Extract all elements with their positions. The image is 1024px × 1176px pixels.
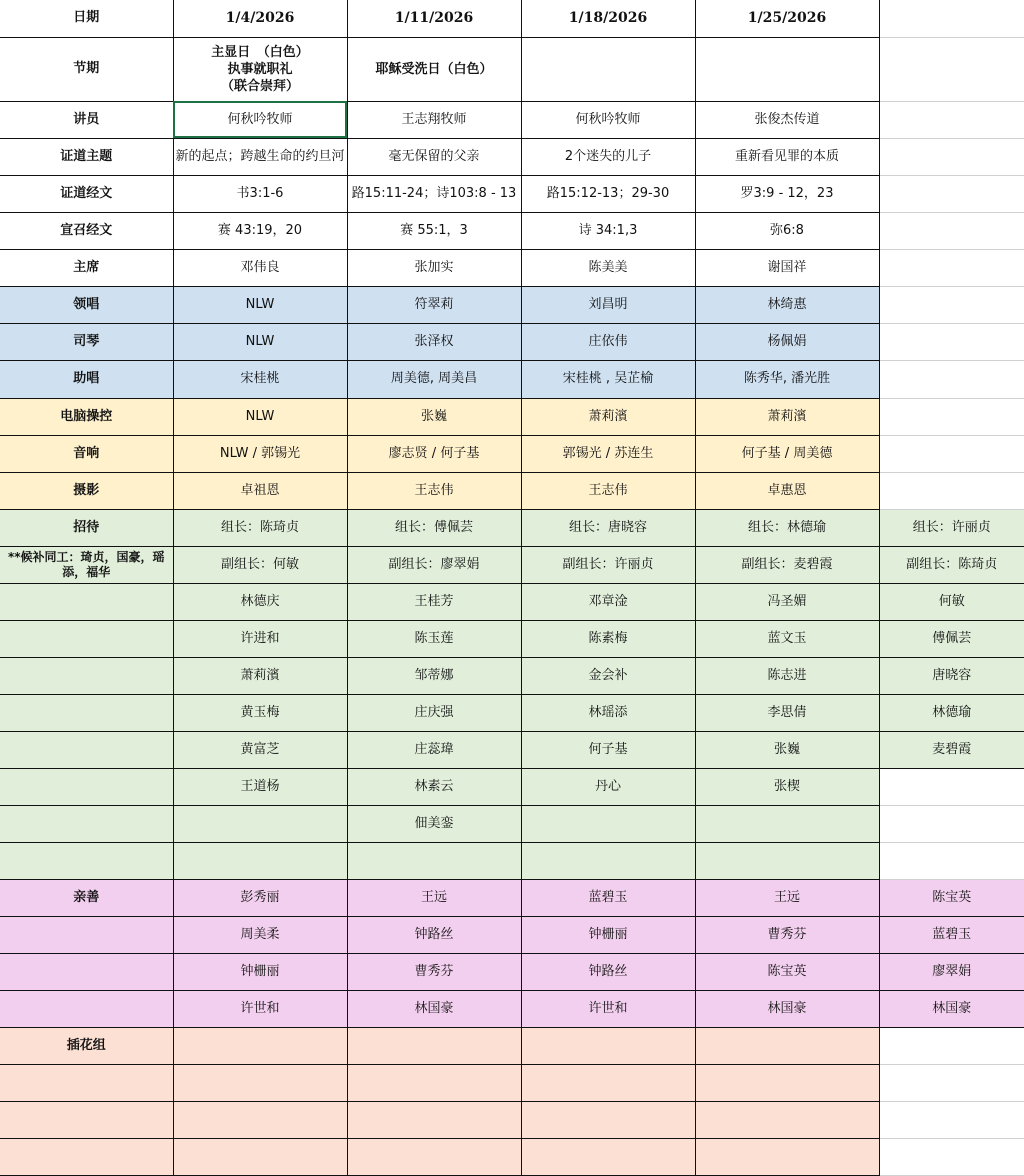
cell-tech[interactable]: NLW: [173, 398, 347, 435]
row-worship: [0, 323, 1024, 360]
cell-flowers[interactable]: [521, 1101, 695, 1138]
cell-empty[interactable]: [0, 916, 173, 953]
cell-empty[interactable]: [879, 212, 1024, 249]
cell-fellowship[interactable]: 曹秀芬: [695, 916, 879, 953]
cell-speaker[interactable]: 何秋吟牧师: [521, 101, 695, 138]
cell-tech[interactable]: NLW / 郭锡光: [173, 435, 347, 472]
cell-hospitality[interactable]: 萧莉濱: [173, 657, 347, 694]
cell-fellowship[interactable]: 许世和: [521, 990, 695, 1027]
cell-hospitality[interactable]: [879, 805, 1024, 842]
row-hospitality: [0, 509, 1024, 546]
cell-hospitality[interactable]: 丹心: [521, 768, 695, 805]
cell-fellowship[interactable]: 王远: [347, 879, 521, 916]
cell-worship[interactable]: 周美德, 周美昌: [347, 360, 521, 398]
cell-worship[interactable]: 刘昌明: [521, 286, 695, 323]
cell-hospitality[interactable]: [695, 842, 879, 879]
cell-tech[interactable]: 何子基 / 周美德: [695, 435, 879, 472]
cell-hospitality[interactable]: 组长：唐晓容: [521, 509, 695, 546]
cell-hospitality[interactable]: [521, 805, 695, 842]
cell-hospitality[interactable]: 王道杨: [173, 768, 347, 805]
cell-fellowship[interactable]: 陈宝英: [695, 953, 879, 990]
cell-label-scripture[interactable]: 证道经文: [0, 175, 173, 212]
row-hospitality: [0, 657, 1024, 694]
cell-hospitality[interactable]: [879, 768, 1024, 805]
cell-empty[interactable]: [879, 435, 1024, 472]
cell-flowers[interactable]: [695, 1064, 879, 1101]
row-fellowship: [0, 953, 1024, 990]
cell-fellowship[interactable]: 林国豪: [695, 990, 879, 1027]
cell-empty[interactable]: [0, 1101, 173, 1138]
cell-fellowship[interactable]: 王远: [695, 879, 879, 916]
cell-tech[interactable]: 卓祖恩: [173, 472, 347, 509]
cell-speaker[interactable]: 何秋吟牧师: [173, 101, 347, 138]
cell-speaker[interactable]: 王志翔牧师: [347, 101, 521, 138]
cell-date[interactable]: 1/4/2026: [173, 0, 347, 37]
cell-label-worship[interactable]: 司琴: [0, 323, 173, 360]
row-speaker: [0, 101, 1024, 138]
festival-line: （联合崇拜）: [220, 78, 299, 94]
cell-empty[interactable]: [879, 1138, 1024, 1175]
cell-hospitality[interactable]: 麦碧霞: [879, 731, 1024, 768]
cell-hospitality[interactable]: [347, 842, 521, 879]
cell-empty[interactable]: [879, 175, 1024, 212]
cell-empty[interactable]: [879, 0, 1024, 37]
cell-flowers[interactable]: [695, 1138, 879, 1175]
cell-empty[interactable]: [0, 731, 173, 768]
cell-empty[interactable]: [879, 249, 1024, 286]
cell-flowers[interactable]: [695, 1027, 879, 1064]
row-tech: [0, 398, 1024, 435]
cell-hospitality[interactable]: 副组长：许丽贞: [521, 546, 695, 583]
row-worship: [0, 286, 1024, 323]
festival-line: 执事就职礼: [227, 61, 293, 77]
cell-chair[interactable]: 邓伟良: [173, 249, 347, 286]
cell-empty[interactable]: [879, 101, 1024, 138]
cell-hospitality[interactable]: 蓝文玉: [695, 620, 879, 657]
cell-label-flowers[interactable]: 插花组: [0, 1027, 173, 1064]
cell-scripture[interactable]: 路15:11-24；诗103:8 - 13: [347, 175, 521, 212]
row-flowers: [0, 1138, 1024, 1175]
cell-hospitality[interactable]: [173, 805, 347, 842]
cell-empty[interactable]: [0, 768, 173, 805]
cell-flowers[interactable]: [521, 1064, 695, 1101]
cell-worship[interactable]: 宋桂桃: [173, 360, 347, 398]
cell-hospitality[interactable]: 副组长：陈琦贞: [879, 546, 1024, 583]
cell-flowers[interactable]: [347, 1138, 521, 1175]
cell-empty[interactable]: [0, 694, 173, 731]
cell-hospitality[interactable]: 黄富芝: [173, 731, 347, 768]
cell-empty[interactable]: [879, 37, 1024, 101]
cell-fellowship[interactable]: 许世和: [173, 990, 347, 1027]
row-fellowship: [0, 879, 1024, 916]
cell-fellowship[interactable]: 林国豪: [879, 990, 1024, 1027]
cell-label-theme[interactable]: 证道主题: [0, 138, 173, 175]
row-hospitality: [0, 805, 1024, 842]
row-scripture: [0, 175, 1024, 212]
cell-tech[interactable]: 卓惠恩: [695, 472, 879, 509]
festival-line: 主显日 （白色）: [211, 44, 309, 60]
cell-flowers[interactable]: [347, 1027, 521, 1064]
row-theme: [0, 138, 1024, 175]
cell-hospitality[interactable]: [173, 842, 347, 879]
cell-date[interactable]: 1/11/2026: [347, 0, 521, 37]
cell-flowers[interactable]: [347, 1101, 521, 1138]
cell-label-tech[interactable]: 音响: [0, 435, 173, 472]
cell-hospitality[interactable]: 金会补: [521, 657, 695, 694]
row-hospitality: [0, 842, 1024, 879]
cell-fellowship[interactable]: 蓝碧玉: [879, 916, 1024, 953]
cell-label-hospitality[interactable]: 招待: [0, 509, 173, 546]
cell-theme[interactable]: 2个迷失的儿子: [521, 138, 695, 175]
cell-hospitality[interactable]: 邹蒂娜: [347, 657, 521, 694]
cell-fellowship[interactable]: 钟路丝: [521, 953, 695, 990]
cell-flowers[interactable]: [695, 1101, 879, 1138]
cell-tech[interactable]: 张巍: [347, 398, 521, 435]
cell-hospitality[interactable]: 何敏: [879, 583, 1024, 620]
cell-hospitality[interactable]: 组长：林德瑜: [695, 509, 879, 546]
cell-fellowship[interactable]: 廖翠娟: [879, 953, 1024, 990]
row-tech: [0, 435, 1024, 472]
festival-line: 耶稣受洗日（白色）: [375, 61, 493, 77]
cell-label-speaker[interactable]: 讲员: [0, 101, 173, 138]
cell-empty[interactable]: [0, 620, 173, 657]
cell-hospitality[interactable]: 副组长：何敏: [173, 546, 347, 583]
cell-festival[interactable]: [521, 37, 695, 101]
row-flowers: [0, 1027, 1024, 1064]
cell-tech[interactable]: 郭锡光 / 苏连生: [521, 435, 695, 472]
cell-empty[interactable]: [0, 1138, 173, 1175]
cell-hospitality[interactable]: 林德瑜: [879, 694, 1024, 731]
cell-hospitality[interactable]: 组长：陈琦贞: [173, 509, 347, 546]
cell-fellowship[interactable]: 钟路丝: [347, 916, 521, 953]
cell-empty[interactable]: [0, 990, 173, 1027]
cell-hospitality[interactable]: 副组长：麦碧霞: [695, 546, 879, 583]
cell-label-chair[interactable]: 主席: [0, 249, 173, 286]
cell-flowers[interactable]: [347, 1064, 521, 1101]
cell-flowers[interactable]: [173, 1138, 347, 1175]
cell-hospitality[interactable]: [879, 842, 1024, 879]
cell-empty[interactable]: [879, 286, 1024, 323]
cell-hospitality[interactable]: [521, 842, 695, 879]
cell-empty[interactable]: [0, 1064, 173, 1101]
cell-speaker[interactable]: 张俊杰传道: [695, 101, 879, 138]
cell-empty[interactable]: [879, 360, 1024, 398]
cell-hospitality[interactable]: 何子基: [521, 731, 695, 768]
cell-empty[interactable]: [879, 398, 1024, 435]
cell-hospitality[interactable]: 庄庆强: [347, 694, 521, 731]
cell-tech[interactable]: 萧莉濱: [521, 398, 695, 435]
cell-hospitality[interactable]: 张楔: [695, 768, 879, 805]
cell-label-call[interactable]: 宣召经文: [0, 212, 173, 249]
cell-hospitality[interactable]: 傅佩芸: [879, 620, 1024, 657]
cell-label-festival[interactable]: 节期: [0, 37, 173, 101]
cell-empty[interactable]: [879, 1027, 1024, 1064]
cell-call[interactable]: 赛 55:1，3: [347, 212, 521, 249]
cell-hospitality[interactable]: 邓章淦: [521, 583, 695, 620]
cell-theme[interactable]: 毫无保留的父亲: [347, 138, 521, 175]
cell-worship[interactable]: NLW: [173, 323, 347, 360]
cell-theme[interactable]: 新的起点；跨越生命的约旦河: [173, 138, 347, 175]
cell-worship[interactable]: 宋桂桃 , 吴芷榆: [521, 360, 695, 398]
cell-festival[interactable]: [173, 37, 347, 101]
cell-flowers[interactable]: [173, 1101, 347, 1138]
cell-festival[interactable]: [695, 37, 879, 101]
cell-call[interactable]: 诗 34:1,3: [521, 212, 695, 249]
cell-label-tech[interactable]: 电脑操控: [0, 398, 173, 435]
cell-hospitality[interactable]: 陈志进: [695, 657, 879, 694]
cell-hospitality[interactable]: 组长：傅佩芸: [347, 509, 521, 546]
cell-hospitality[interactable]: 林瑶添: [521, 694, 695, 731]
row-hospitality: [0, 620, 1024, 657]
cell-empty[interactable]: [0, 805, 173, 842]
cell-flowers[interactable]: [521, 1138, 695, 1175]
cell-empty[interactable]: [879, 323, 1024, 360]
cell-label-fellowship[interactable]: 亲善: [0, 879, 173, 916]
cell-label-worship[interactable]: 领唱: [0, 286, 173, 323]
cell-date[interactable]: 1/18/2026: [521, 0, 695, 37]
cell-empty[interactable]: [0, 842, 173, 879]
cell-flowers[interactable]: [173, 1027, 347, 1064]
cell-hospitality[interactable]: 李思倩: [695, 694, 879, 731]
cell-empty[interactable]: [879, 1101, 1024, 1138]
cell-hospitality[interactable]: 陈玉莲: [347, 620, 521, 657]
cell-note-reserve[interactable]: **候补同工：琦贞，国豪，瑶添，福华: [0, 546, 173, 583]
row-hospitality: [0, 694, 1024, 731]
row-hospitality: [0, 731, 1024, 768]
cell-worship[interactable]: 杨佩娟: [695, 323, 879, 360]
cell-worship[interactable]: 陈秀华, 潘光胜: [695, 360, 879, 398]
cell-hospitality[interactable]: 冯圣媚: [695, 583, 879, 620]
cell-call[interactable]: 赛 43:19，20: [173, 212, 347, 249]
row-flowers: [0, 1064, 1024, 1101]
cell-worship[interactable]: 庄依伟: [521, 323, 695, 360]
row-chair: [0, 249, 1024, 286]
cell-hospitality[interactable]: 组长：许丽贞: [879, 509, 1024, 546]
cell-worship[interactable]: NLW: [173, 286, 347, 323]
cell-fellowship[interactable]: 林国豪: [347, 990, 521, 1027]
cell-scripture[interactable]: 路15:12-13；29-30: [521, 175, 695, 212]
cell-fellowship[interactable]: 彭秀丽: [173, 879, 347, 916]
date-row: [0, 0, 1024, 37]
cell-hospitality[interactable]: 黄玉梅: [173, 694, 347, 731]
cell-hospitality[interactable]: 林德庆: [173, 583, 347, 620]
cell-fellowship[interactable]: 周美柔: [173, 916, 347, 953]
cell-label-tech[interactable]: 摄影: [0, 472, 173, 509]
cell-tech[interactable]: 萧莉濱: [695, 398, 879, 435]
cell-fellowship[interactable]: 曹秀芬: [347, 953, 521, 990]
row-hospitality: [0, 768, 1024, 805]
cell-tech[interactable]: 王志伟: [521, 472, 695, 509]
cell-empty[interactable]: [879, 1064, 1024, 1101]
cell-hospitality[interactable]: [695, 805, 879, 842]
cell-label-worship[interactable]: 助唱: [0, 360, 173, 398]
cell-worship[interactable]: 张泽权: [347, 323, 521, 360]
cell-chair[interactable]: 谢国祥: [695, 249, 879, 286]
row-tech: [0, 472, 1024, 509]
cell-tech[interactable]: 廖志贤 / 何子基: [347, 435, 521, 472]
cell-fellowship[interactable]: 钟栅丽: [521, 916, 695, 953]
cell-scripture[interactable]: 罗3:9 - 12，23: [695, 175, 879, 212]
cell-date[interactable]: 1/25/2026: [695, 0, 879, 37]
cell-empty[interactable]: [0, 657, 173, 694]
row-fellowship: [0, 990, 1024, 1027]
cell-theme[interactable]: 重新看见罪的本质: [695, 138, 879, 175]
cell-hospitality[interactable]: 陈素梅: [521, 620, 695, 657]
cell-flowers[interactable]: [173, 1064, 347, 1101]
festival-row: [0, 37, 1024, 101]
cell-scripture[interactable]: 书3:1-6: [173, 175, 347, 212]
cell-chair[interactable]: 张加实: [347, 249, 521, 286]
cell-tech[interactable]: 王志伟: [347, 472, 521, 509]
cell-fellowship[interactable]: 钟栅丽: [173, 953, 347, 990]
cell-label-date[interactable]: 日期: [0, 0, 173, 37]
cell-empty[interactable]: [879, 138, 1024, 175]
row-hospitality: [0, 583, 1024, 620]
cell-worship[interactable]: 符翠莉: [347, 286, 521, 323]
row-call: [0, 212, 1024, 249]
cell-chair[interactable]: 陈美美: [521, 249, 695, 286]
row-hospitality: [0, 546, 1024, 583]
cell-hospitality[interactable]: 佃美銮: [347, 805, 521, 842]
cell-hospitality[interactable]: 副组长：廖翠娟: [347, 546, 521, 583]
cell-hospitality[interactable]: 张巍: [695, 731, 879, 768]
cell-festival[interactable]: [347, 37, 521, 101]
row-fellowship: [0, 916, 1024, 953]
cell-empty[interactable]: [0, 583, 173, 620]
cell-empty[interactable]: [879, 472, 1024, 509]
cell-hospitality[interactable]: 庄蕊瑋: [347, 731, 521, 768]
cell-flowers[interactable]: [521, 1027, 695, 1064]
cell-hospitality[interactable]: 林素云: [347, 768, 521, 805]
cell-hospitality[interactable]: 王桂芳: [347, 583, 521, 620]
row-flowers: [0, 1101, 1024, 1138]
cell-hospitality[interactable]: 唐晓容: [879, 657, 1024, 694]
cell-worship[interactable]: 林绮惠: [695, 286, 879, 323]
cell-empty[interactable]: [0, 953, 173, 990]
cell-fellowship[interactable]: 蓝碧玉: [521, 879, 695, 916]
cell-hospitality[interactable]: 许进和: [173, 620, 347, 657]
row-worship: [0, 360, 1024, 398]
cell-fellowship[interactable]: 陈宝英: [879, 879, 1024, 916]
cell-call[interactable]: 弥6:8: [695, 212, 879, 249]
